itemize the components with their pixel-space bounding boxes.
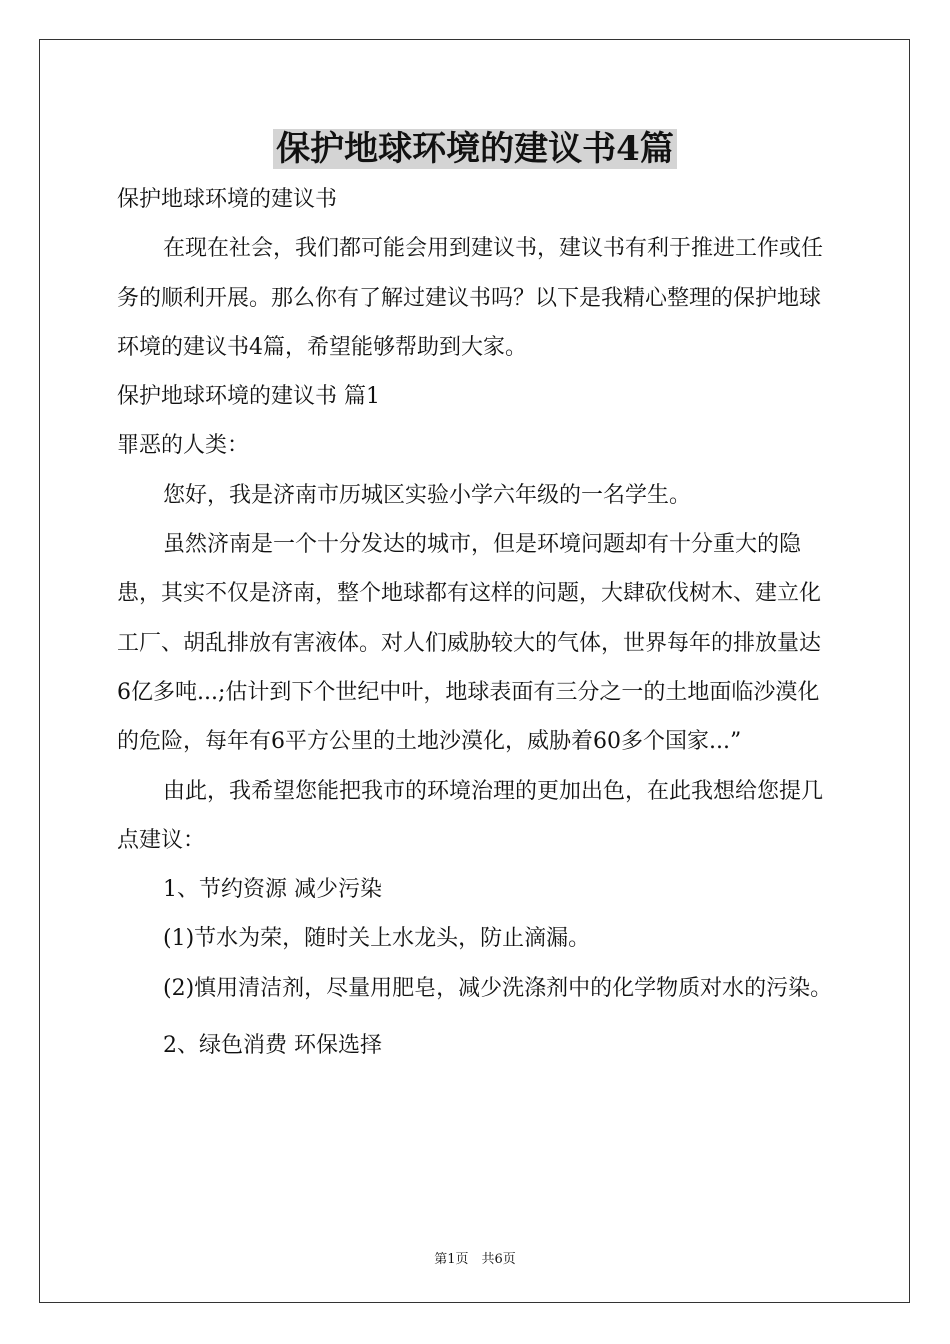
paragraph-suggestion-intro: 由此，我希望您能把我市的环境治理的更加出色，在此我想给您提几点建议： [117, 778, 824, 853]
paragraph-point-1-b: (2)慎用清洁剂，尽量用肥皂，减少洗涤剂中的化学物质对水的污染。 [163, 975, 833, 1001]
paragraph-intro: 在现在社会，我们都可能会用到建议书，建议书有利于推进工作或任务的顺利开展。那么你有了解过建议书吗？以下是我精心整理的保护地球环境的建议书4篇，希望能够帮助到大家。 [117, 236, 824, 360]
paragraph-heading: 保护地球环境的建议书 [117, 187, 338, 212]
paragraph-salutation: 罪恶的人类： [117, 433, 250, 459]
document-title: 保护地球环境的建议书4篇 [0, 126, 950, 172]
paragraph-problem: 虽然济南是一个十分发达的城市，但是环境问题却有十分重大的隐患，其实不仅是济南，整个地球都有这样的问题，大肆砍伐树木、建立化工厂、胡乱排放有害液体。对人们威胁较大的气体，世界每年的排放量达6亿多吨...;估计到下个世纪中叶，地球表面有三分之一的土地面临沙漠化的危险，每年有6平方公里的土地沙漠化，威胁着60多个国家...” [117, 532, 822, 755]
page-number: 第1页 共6页 [434, 1252, 516, 1267]
paragraph-point-2: 2、绿色消费 环保选择 [163, 1033, 382, 1059]
paragraph-section-title: 保护地球环境的建议书 篇1 [117, 384, 380, 410]
paragraph-greeting: 您好，我是济南市历城区实验小学六年级的一名学生。 [163, 482, 692, 508]
paragraph-point-1: 1、节约资源 减少污染 [163, 877, 382, 903]
paragraph-point-1-a: (1)节水为荣，随时关上水龙头，防止滴漏。 [163, 926, 591, 952]
document-body [117, 175, 833, 1070]
